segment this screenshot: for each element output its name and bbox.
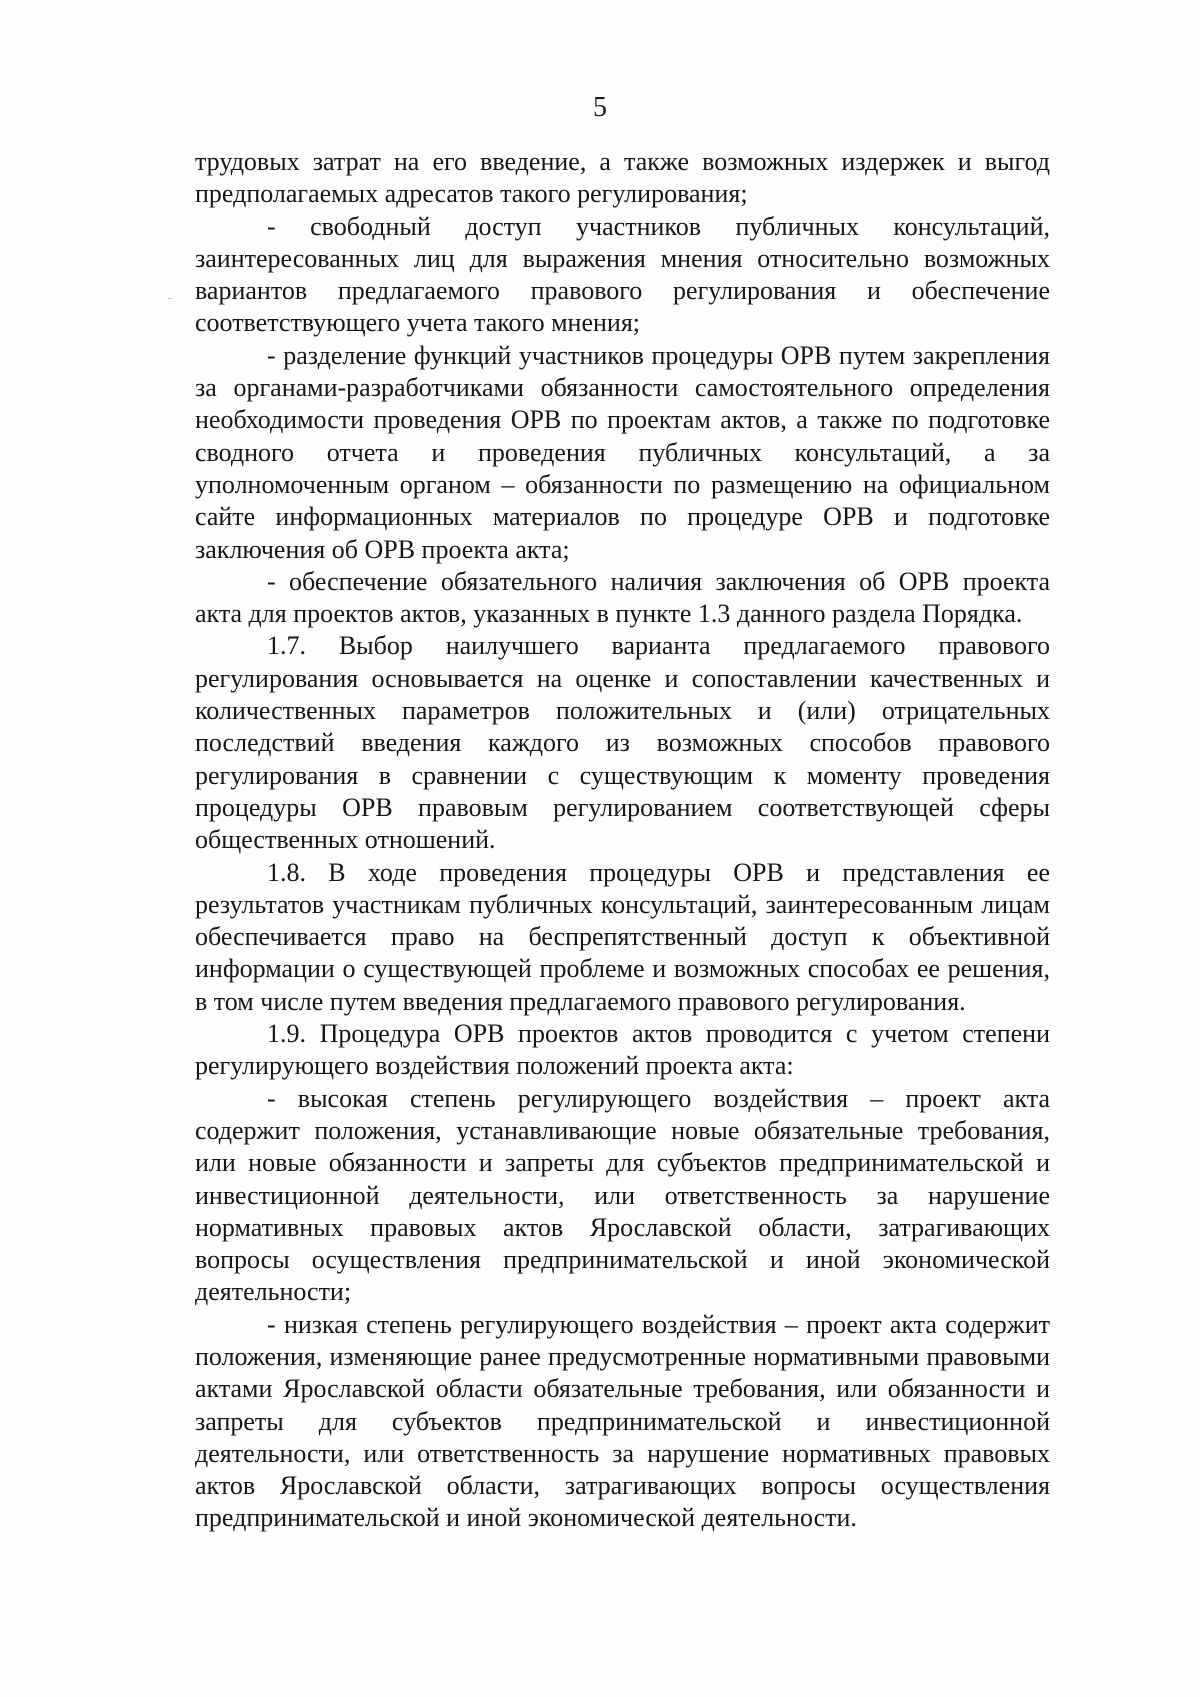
scan-margin-mark [168,298,172,299]
document-body [195,146,1050,1535]
paragraph-clause-1-8: 1.8. В ходе проведения процедуры ОРВ и представления ее результатов участникам публичных консультаций, заинтересованным лицам обеспечивается право на беспрепятственный доступ к объективной информации о существующей проблеме и возможных способах ее решения, в том числе путем введения предлагаемого правового регулирования. [195,857,1050,1016]
paragraph-continuation: трудовых затрат на его введение, а также возможных издержек и выгод предполагаемых адресатов такого регулирования; [195,147,1050,209]
page-number: 5 [593,92,607,123]
paragraph-clause-1-7: 1.7. Выбор наилучшего варианта предлагаемого правового регулирования основывается на оценке и сопоставлении качественных и количественных параметров положительных и (или) отрицательных последствий введения каждого из возможных способов правового регулирования в сравнении с существующим к моменту проведения процедуры ОРВ правовым регулированием соответствующей сферы общественных отношений. [195,631,1050,855]
paragraph-high-degree: - высокая степень регулирующего воздействия – проект акта содержит положения, устанавливающие новые обязательные требования, или новые обязанности и запреты для субъектов предпринимательской и инвестиционной деятельности, или ответственность за нарушение нормативных правовых актов Ярославской области, затрагивающих вопросы осуществления предпринимательской и иной экономической деятельности; [195,1083,1050,1307]
paragraph-low-degree: - низкая степень регулирующего воздействия – проект акта содержит положения, изменяющие ранее предусмотренные нормативными правовыми актами Ярославской области обязательные требования, или обязанности и запреты для субъектов предпринимательской и инвестиционной деятельности, или ответственность за нарушение нормативных правовых актов Ярославской области, затрагивающих вопросы осуществления предпринимательской и иной экономической деятельности. [195,1309,1050,1533]
paragraph-mandatory-conclusion: - обеспечение обязательного наличия заключения об ОРВ проекта акта для проектов актов, указанных в пункте 1.3 данного раздела Порядка. [195,566,1050,629]
paragraph-free-access: - свободный доступ участников публичных консультаций, заинтересованных лиц для выражения мнения относительно возможных вариантов предлагаемого правового регулирования и обеспечение соответствующего учета такого мнения; [195,211,1050,338]
paragraph-division-of-functions: - разделение функций участников процедуры ОРВ путем закрепления за органами-разработчиками обязанности самостоятельного определения необходимости проведения ОРВ по проектам актов, а также по подготовке сводного отчета и проведения публичных консультаций, а за уполномоченным органом – обязанности по размещению на официальном сайте информационных материалов по процедуре ОРВ и подготовке заключения об ОРВ проекта акта; [195,340,1050,564]
paragraph-clause-1-9: 1.9. Процедура ОРВ проектов актов проводится с учетом степени регулирующего воздействия положений проекта акта: [195,1019,1050,1081]
